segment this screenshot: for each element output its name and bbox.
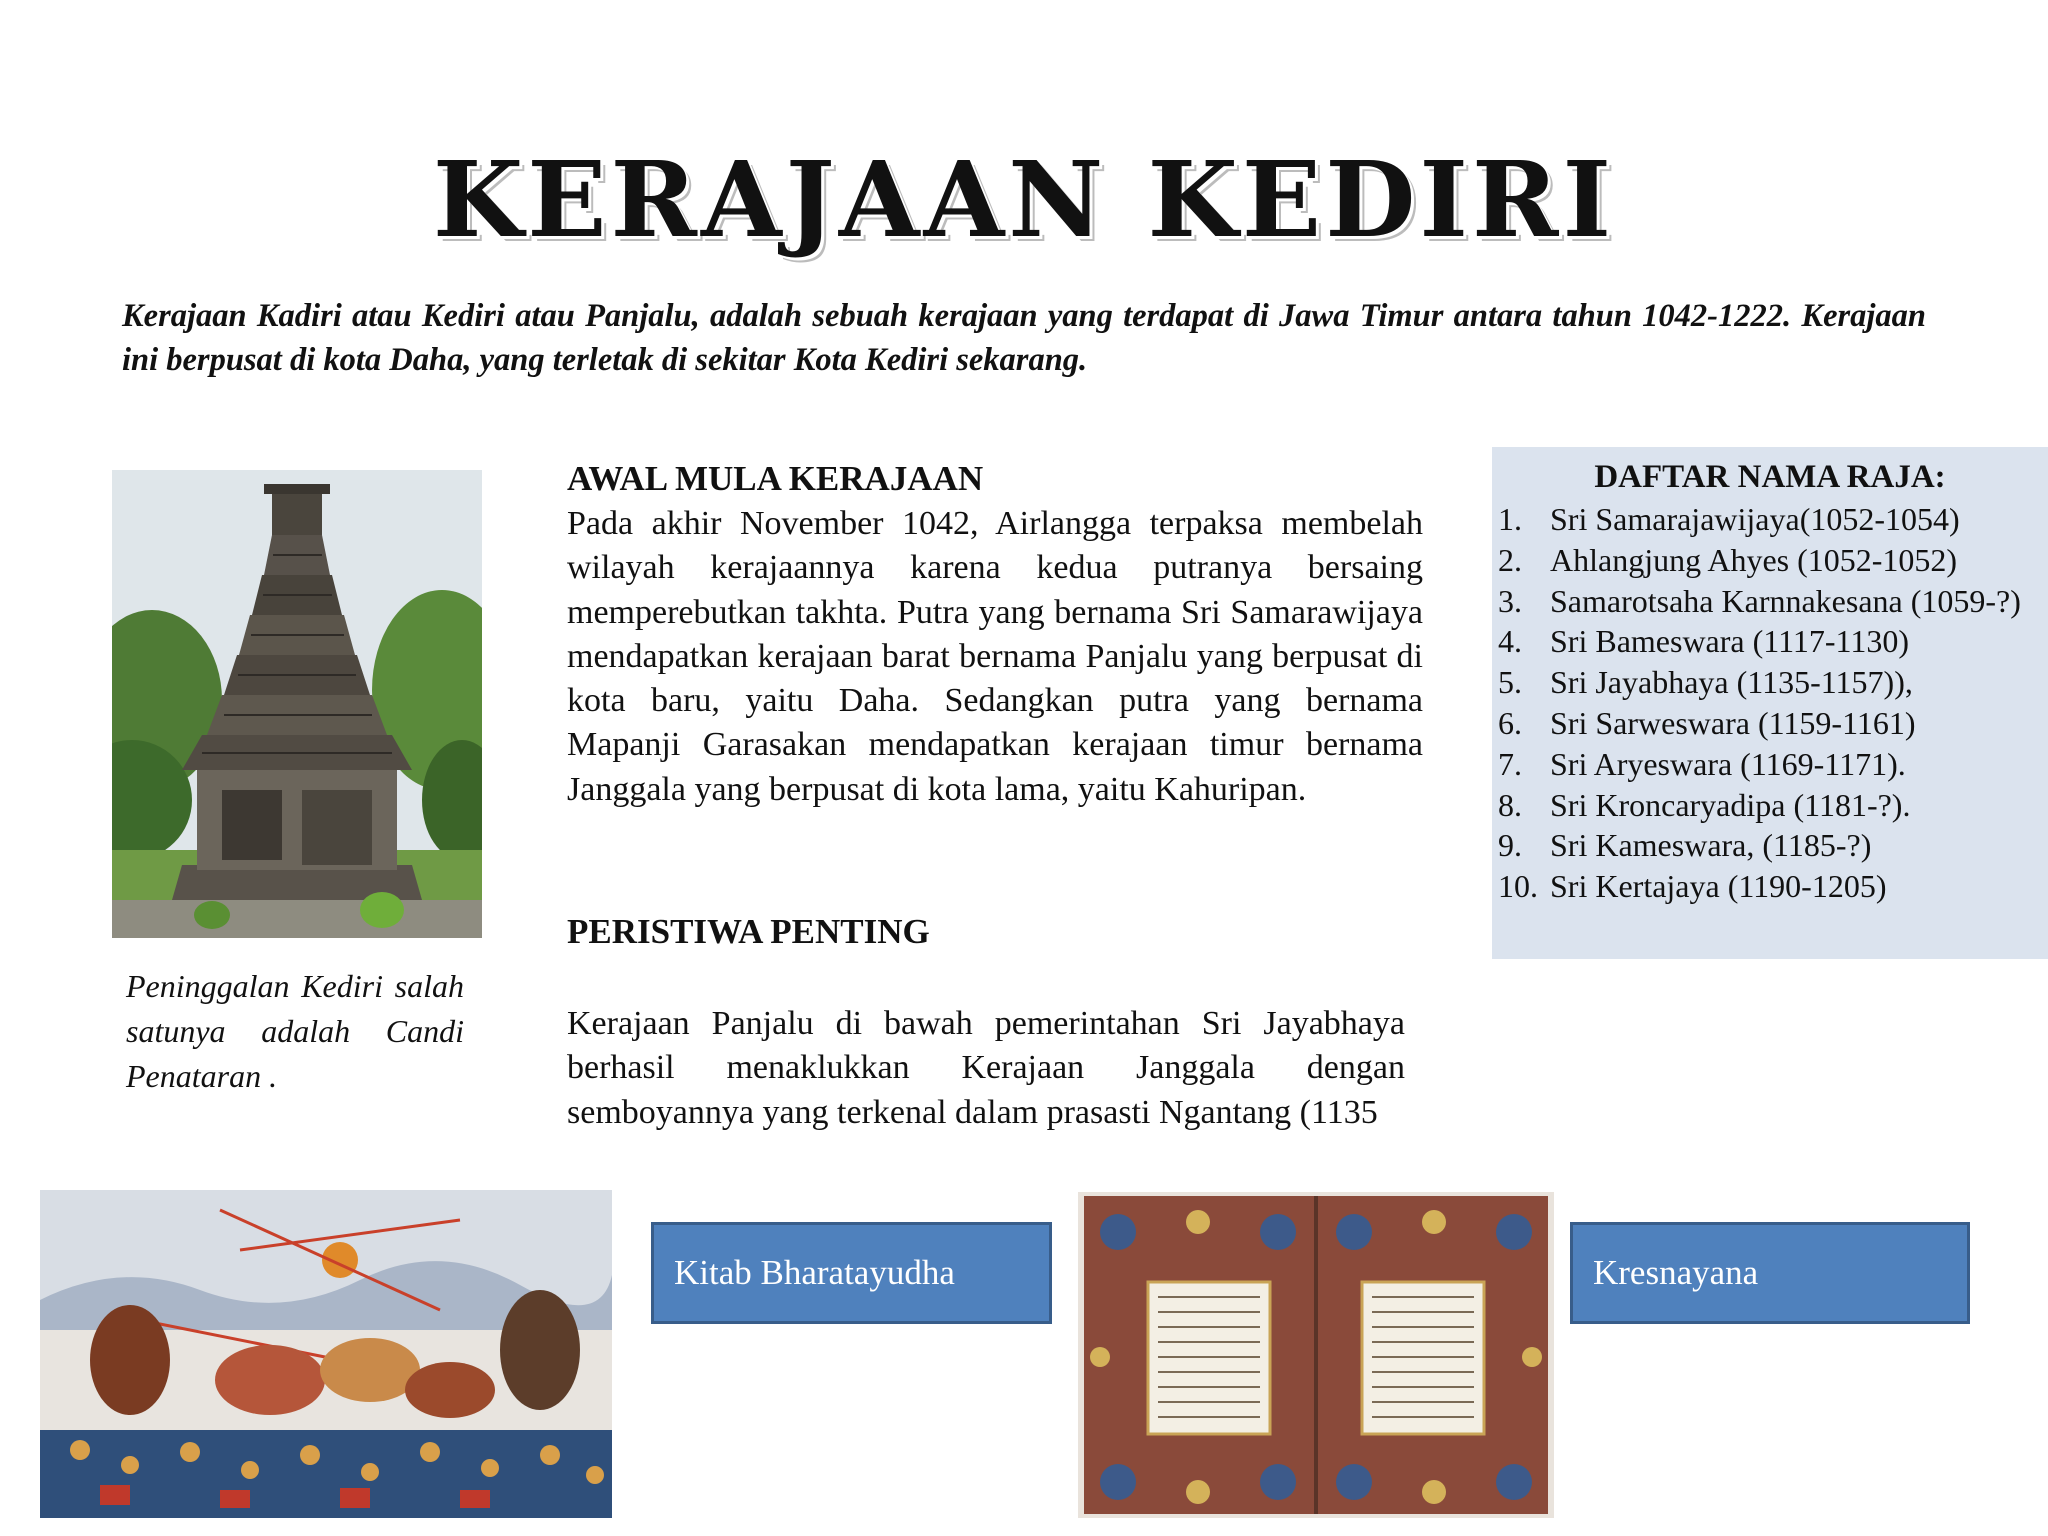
list-item-label: Sri Sarweswara (1159-1161): [1550, 704, 1916, 741]
awal-mula-heading: AWAL MULA KERAJAAN: [567, 459, 984, 498]
kresnayana-button[interactable]: Kresnayana: [1570, 1222, 1970, 1324]
list-item-label: Sri Aryeswara (1169-1171).: [1550, 745, 1906, 782]
list-item: [1498, 703, 2046, 744]
list-item-number: 6.: [1498, 704, 1522, 741]
kings-list: [1498, 499, 2046, 907]
list-item-label: Sri Bameswara (1117-1130): [1550, 623, 1910, 660]
list-item-number: 10.: [1498, 868, 1538, 905]
list-item-label: Sri Kroncaryadipa (1181-?).: [1550, 786, 1911, 823]
kitab-bharatayudha-button[interactable]: Kitab Bharatayudha: [651, 1222, 1052, 1324]
peristiwa-text: Kerajaan Panjalu di bawah pemerintahan Sri Jayabhaya berhasil menaklukkan Kerajaan Janggala dengan semboyannya yang terkenal dalam prasasti Ngantang (1135: [567, 1005, 1405, 1131]
list-item-number: 4.: [1498, 623, 1522, 660]
list-item-number: 9.: [1498, 827, 1522, 864]
list-item: [1498, 825, 2046, 866]
list-item: [1498, 785, 2046, 826]
list-item: [1498, 581, 2046, 622]
list-item-label: Ahlangjung Ahyes (1052-1052): [1550, 541, 1958, 578]
list-item-label: Sri Samarajawijaya(1052-1054): [1550, 501, 1960, 537]
list-item: [1498, 499, 2046, 540]
awal-mula-text: Pada akhir November 1042, Airlangga terpaksa membelah wilayah kerajaannya karena kedua putranya bersaing memperebutkan takhta. Putra yang bernama Sri Samarawijaya mendapatkan kerajaan barat bernama Panjalu yang berpusat di kota baru, yaitu Daha. Sedangkan putra yang bernama Mapanji Garasakan mendapatkan kerajaan timur bernama Janggala yang berpusat di kota lama, yaitu Kahuripan.: [567, 505, 1423, 808]
list-item-number: 1.: [1498, 501, 1522, 537]
kings-list-title: DAFTAR NAMA RAJA:: [1594, 459, 1946, 495]
list-item-label: Samarotsaha Karnnakesana (1059-?): [1550, 582, 2021, 619]
manuscript-image: [1078, 1192, 1554, 1518]
list-item: [1498, 866, 2046, 907]
list-item-number: 8.: [1498, 786, 1522, 823]
wayang-painting: [40, 1190, 612, 1518]
list-item-number: 2.: [1498, 541, 1522, 578]
list-item-number: 7.: [1498, 745, 1522, 782]
intro-text: Kerajaan Kadiri atau Kediri atau Panjalu, adalah sebuah kerajaan yang terdapat di Jawa Timur antara tahun 1042-1222. Kerajaan ini berpusat di kota Daha, yang terletak di sekitar Kota Kediri sekarang.: [122, 298, 1926, 378]
list-item: [1498, 744, 2046, 785]
list-item-label: Sri Jayabhaya (1135-1157)),: [1550, 664, 1913, 701]
peristiwa-heading: PERISTIWA PENTING: [567, 912, 930, 951]
list-item-number: 5.: [1498, 664, 1522, 701]
list-item-number: 3.: [1498, 582, 1522, 619]
page-title: KERAJAAN KEDIRI: [432, 138, 1616, 261]
list-item: [1498, 621, 2046, 662]
kings-list-box: [1492, 447, 2048, 959]
temple-photo: [112, 470, 482, 938]
list-item: [1498, 540, 2046, 581]
list-item-label: Sri Kertajaya (1190-1205): [1550, 868, 1887, 905]
list-item-label: Sri Kameswara, (1185-?): [1550, 827, 1872, 864]
temple-caption: Peninggalan Kediri salah satunya adalah Candi Penataran .: [126, 968, 464, 1094]
list-item: [1498, 662, 2046, 703]
